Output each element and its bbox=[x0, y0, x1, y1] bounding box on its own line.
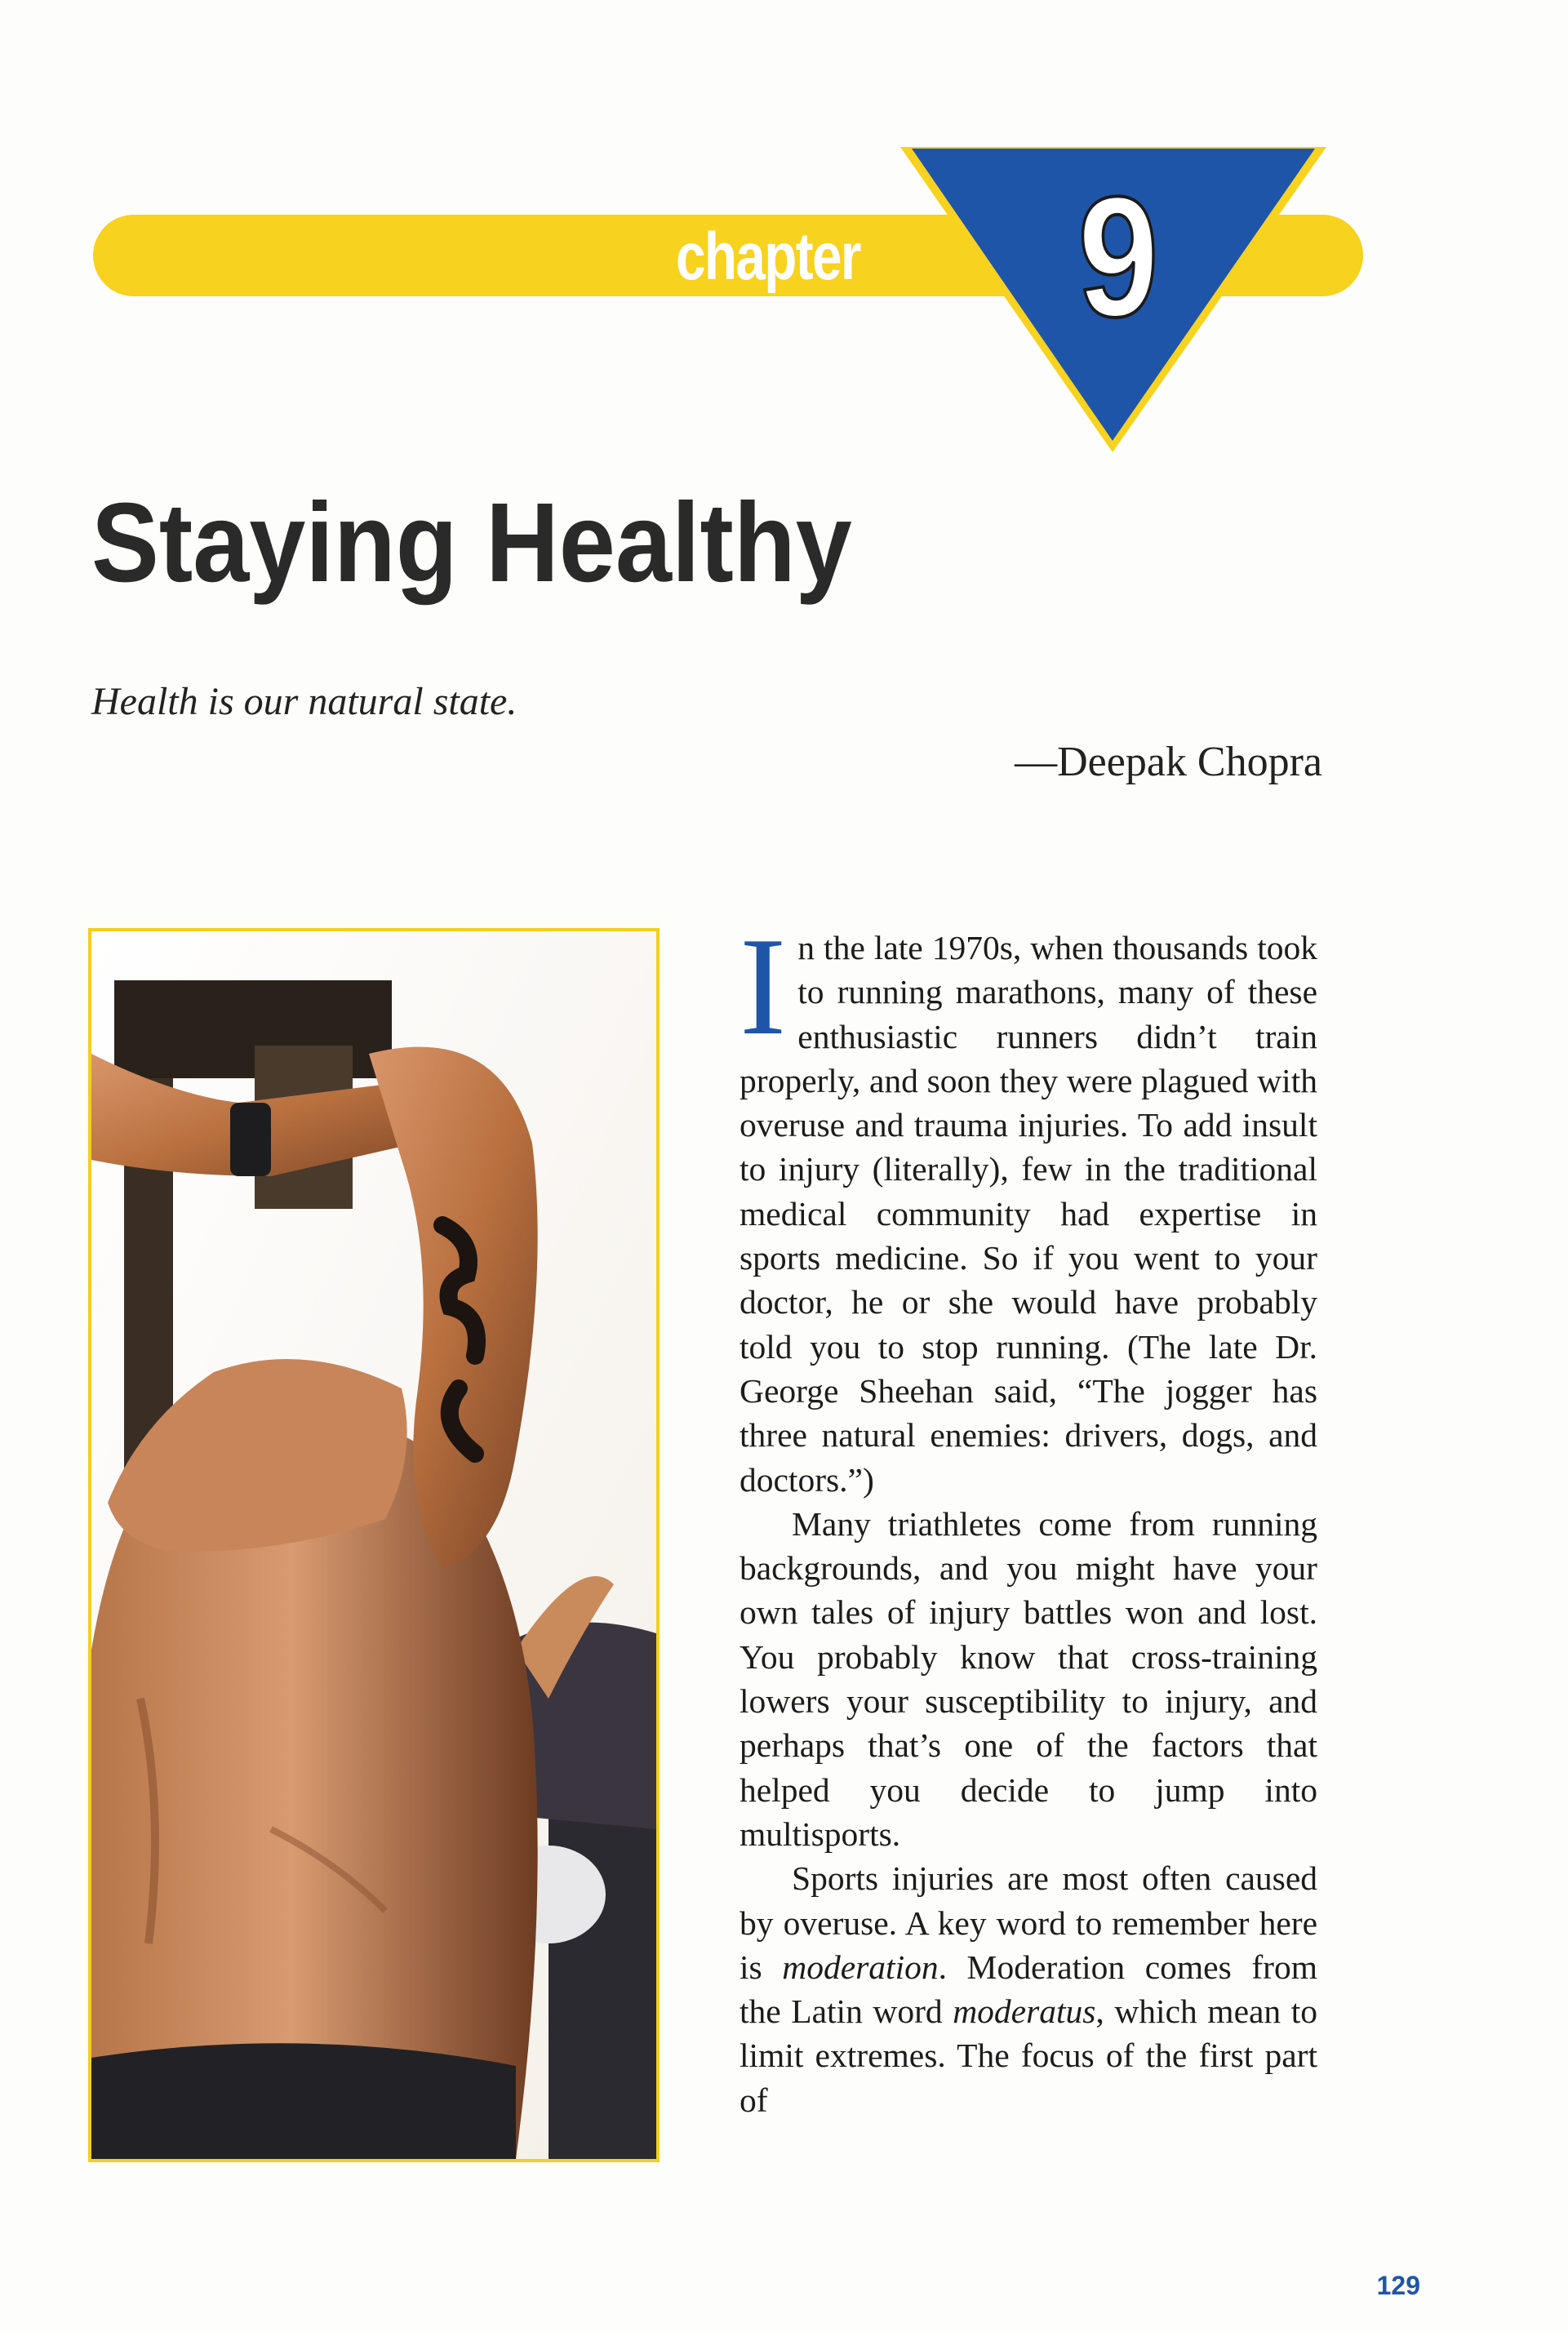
paragraph-3-text-a: Sports injuries are most often caused by overuse. A key word to remember here is bbox=[740, 1859, 1317, 1986]
runner-photo bbox=[88, 928, 660, 2162]
paragraph-1-text: n the late 1970s, when thousands took to running marathons, many of these enthusiastic runners didn’t train properly, and soon they were plagued with overuse and trauma injuries. To add insult to injury (literally), few in the traditional medical community had expertise in sports medicine. So if you went to your doctor, he or she would have probably told you to stop running. (The late Dr. George Sheehan said, “The jogger has three natural enemies: drivers, dogs, and doctors.”) bbox=[740, 929, 1317, 1499]
chapter-label: chapter bbox=[676, 220, 860, 294]
paragraph-3-text-e: , which mean to limit extremes. The focus of the first part of bbox=[740, 1992, 1317, 2119]
paragraph-2: Many triathletes come from running backgrounds, and you might have your own tales of injury battles won and lost. You probably know that cross-training lowers your susceptibility to injury, and perhaps that’s one of the factors that helped you decide to jump into multisports. bbox=[740, 1504, 1317, 1853]
chapter-number: 9 bbox=[1077, 161, 1159, 353]
drop-cap: I bbox=[740, 909, 787, 1064]
page-number: 129 bbox=[1376, 2271, 1420, 2300]
runner-stretching-illustration bbox=[91, 931, 656, 2159]
emphasis-moderation: moderation bbox=[782, 1948, 939, 1986]
paragraph-3-text-c: . Moderation comes from the Latin word bbox=[740, 1948, 1317, 2031]
epigraph-quote: Health is our natural state. bbox=[91, 680, 517, 723]
paragraph-1 bbox=[740, 909, 1317, 1502]
epigraph-author: —Deepak Chopra bbox=[1015, 739, 1322, 785]
emphasis-moderatus: moderatus bbox=[953, 1992, 1096, 2031]
body-text bbox=[740, 909, 1317, 2122]
paragraph-3 bbox=[740, 1856, 1317, 2122]
page-title: Staying Healthy bbox=[91, 480, 852, 606]
